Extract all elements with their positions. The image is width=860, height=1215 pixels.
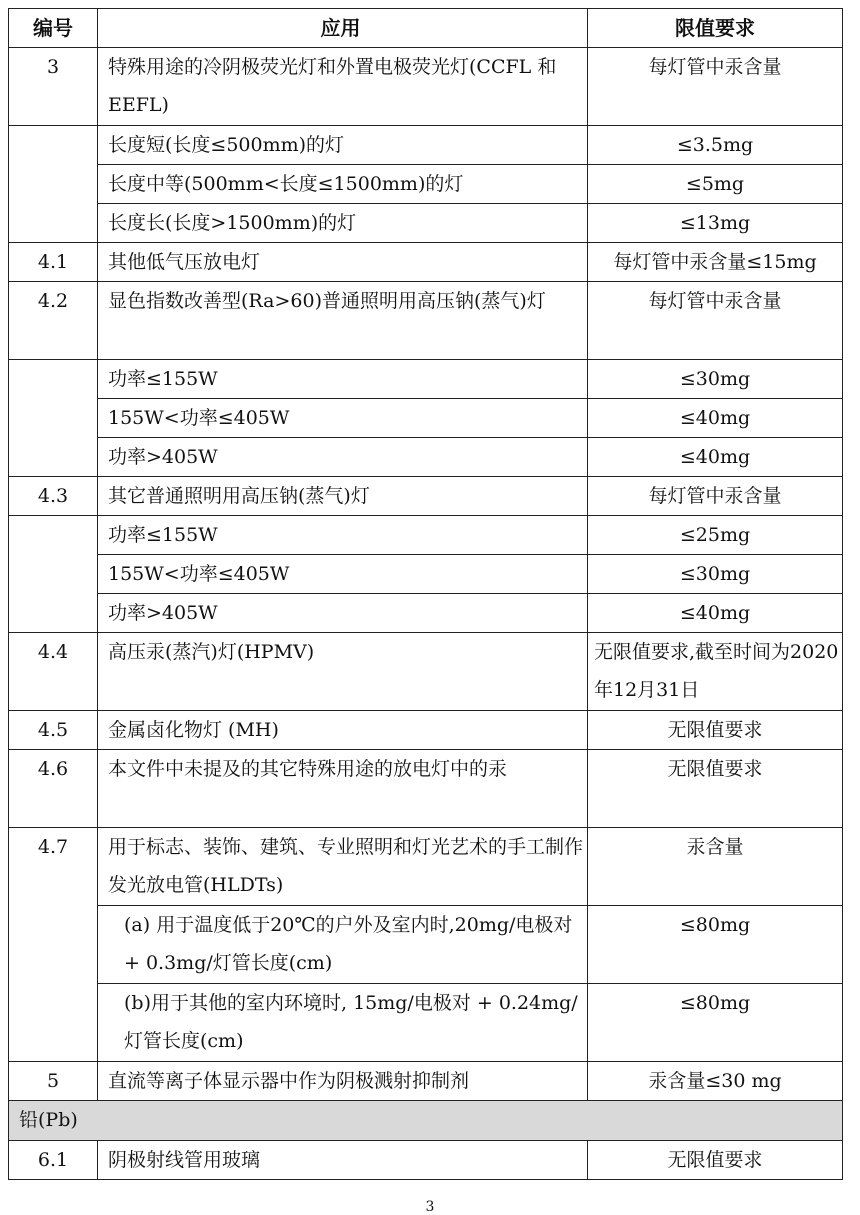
row-limit: ≤25mg [588, 516, 843, 555]
section-row-lead [9, 1101, 843, 1141]
table-row [9, 126, 843, 165]
row-limit: 无限值要求 [588, 750, 843, 828]
table-row [9, 711, 843, 750]
row-limit: 汞含量≤30 mg [588, 1062, 843, 1101]
row-id: 5 [9, 1062, 98, 1101]
table-row [9, 1062, 843, 1101]
row-application: 用于标志、装饰、建筑、专业照明和灯光艺术的手工制作发光放电管(HLDTs) [98, 828, 588, 906]
row-application: (b)用于其他的室内环境时, 15mg/电极对 + 0.24mg/灯管长度(cm) [98, 984, 588, 1062]
row-application: 直流等离子体显示器中作为阴极溅射抑制剂 [98, 1062, 588, 1101]
table-row [9, 828, 843, 906]
row-application: 功率>405W [98, 594, 588, 633]
row-limit: ≤40mg [588, 594, 843, 633]
row-limit: 无限值要求 [588, 1141, 843, 1180]
row-application: 长度中等(500mm<长度≤1500mm)的灯 [98, 165, 588, 204]
row-application: 功率≤155W [98, 360, 588, 399]
table-row [9, 555, 843, 594]
row-limit: ≤80mg [588, 906, 843, 984]
table-row [9, 48, 843, 126]
row-application: 阴极射线管用玻璃 [98, 1141, 588, 1180]
table-row [9, 750, 843, 828]
row-application: 特殊用途的冷阴极荧光灯和外置电极荧光灯(CCFL 和 EEFL) [98, 48, 588, 126]
table-row [9, 282, 843, 360]
table-row [9, 594, 843, 633]
row-id: 4.5 [9, 711, 98, 750]
row-id: 3 [9, 48, 98, 126]
row-application: 功率≤155W [98, 516, 588, 555]
row-application: 金属卤化物灯 (MH) [98, 711, 588, 750]
row-id [9, 126, 98, 243]
row-limit: 每灯管中汞含量≤15mg [588, 243, 843, 282]
page-number: 3 [425, 1199, 435, 1215]
row-id: 4.1 [9, 243, 98, 282]
row-limit: ≤30mg [588, 360, 843, 399]
row-limit: ≤13mg [588, 204, 843, 243]
row-limit: ≤3.5mg [588, 126, 843, 165]
table-row [9, 906, 843, 984]
row-application: 本文件中未提及的其它特殊用途的放电灯中的汞 [98, 750, 588, 828]
table-row [9, 633, 843, 711]
row-application: 其它普通照明用高压钠(蒸气)灯 [98, 477, 588, 516]
row-application: 功率>405W [98, 438, 588, 477]
table-row [9, 477, 843, 516]
row-limit: 每灯管中汞含量 [588, 282, 843, 360]
row-id: 6.1 [9, 1141, 98, 1180]
row-id: 4.3 [9, 477, 98, 516]
table-row [9, 399, 843, 438]
table-row [9, 984, 843, 1062]
header-id: 编号 [9, 9, 98, 48]
row-id: 4.4 [9, 633, 98, 711]
row-id: 4.7 [9, 828, 98, 1062]
row-limit: ≤40mg [588, 399, 843, 438]
row-application: 长度短(长度≤500mm)的灯 [98, 126, 588, 165]
table-row [9, 165, 843, 204]
row-limit: 每灯管中汞含量 [588, 48, 843, 126]
table-row [9, 1141, 843, 1180]
row-limit: 每灯管中汞含量 [588, 477, 843, 516]
row-id [9, 516, 98, 633]
row-limit: 汞含量 [588, 828, 843, 906]
row-id: 4.2 [9, 282, 98, 360]
mercury-limits-table [8, 8, 843, 1180]
row-limit: 无限值要求,截至时间为2020年12月31日 [588, 633, 843, 711]
row-id: 4.6 [9, 750, 98, 828]
row-application: (a) 用于温度低于20℃的户外及室内时,20mg/电极对 + 0.3mg/灯管长度(cm) [98, 906, 588, 984]
row-limit: ≤5mg [588, 165, 843, 204]
section-title: 铅(Pb) [9, 1101, 843, 1141]
row-limit: ≤30mg [588, 555, 843, 594]
header-application: 应用 [98, 9, 588, 48]
table-header-row [9, 9, 843, 48]
table-row [9, 516, 843, 555]
table-row [9, 204, 843, 243]
row-application: 其他低气压放电灯 [98, 243, 588, 282]
table-row [9, 438, 843, 477]
row-limit: ≤40mg [588, 438, 843, 477]
table-row [9, 360, 843, 399]
row-application: 高压汞(蒸汽)灯(HPMV) [98, 633, 588, 711]
row-application: 长度长(长度>1500mm)的灯 [98, 204, 588, 243]
table-row [9, 243, 843, 282]
row-limit: ≤80mg [588, 984, 843, 1062]
row-application: 显色指数改善型(Ra>60)普通照明用高压钠(蒸气)灯 [98, 282, 588, 360]
row-id [9, 360, 98, 477]
row-application: 155W<功率≤405W [98, 555, 588, 594]
row-application: 155W<功率≤405W [98, 399, 588, 438]
row-limit: 无限值要求 [588, 711, 843, 750]
header-limit: 限值要求 [588, 9, 843, 48]
